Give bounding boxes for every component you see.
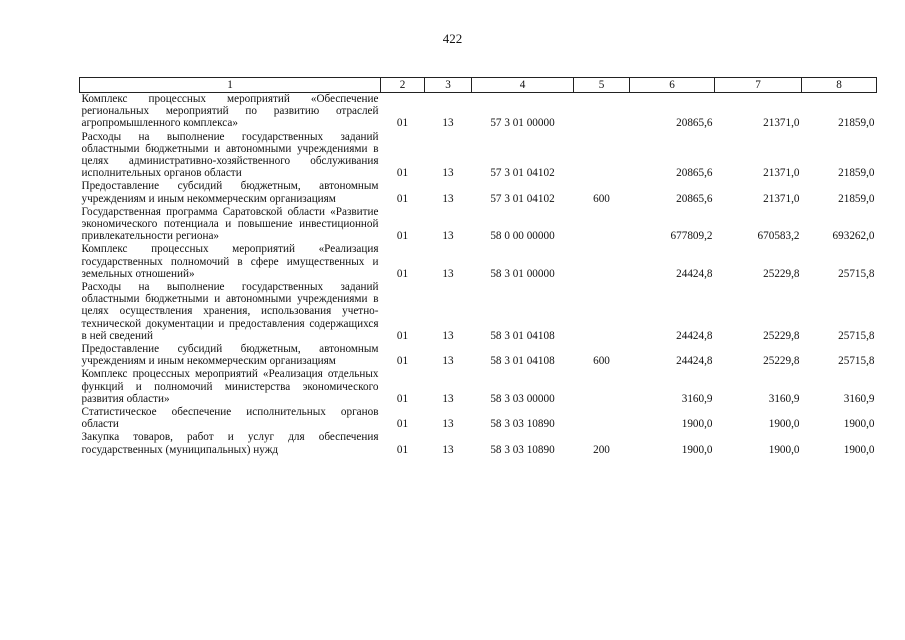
amount-year-2: 25229,8 (763, 267, 800, 280)
expense-type-code (574, 406, 630, 431)
section-code: 01 (396, 117, 409, 130)
header-cell: 6 (630, 78, 715, 93)
amount-year-1: 24424,8 (676, 329, 713, 342)
amount-year-3: 3160,9 (843, 392, 875, 405)
amount-year-3: 25715,8 (838, 355, 875, 368)
header-cell: 1 (80, 78, 381, 93)
item-name: Комплекс процессных мероприятий «Реализация отдельных функций и полномочий министерства экономического развития области» (81, 368, 379, 405)
expense-type-code (574, 131, 630, 181)
header-cell: 8 (802, 78, 877, 93)
section-code: 01 (396, 392, 409, 405)
amount-year-3: 25715,8 (838, 267, 875, 280)
target-article-code: 58 3 01 04108 (490, 329, 555, 342)
section-code: 01 (396, 267, 409, 280)
table-row (80, 368, 877, 406)
amount-year-1: 20865,6 (676, 117, 713, 130)
section-code: 01 (396, 443, 409, 456)
amount-year-2: 670583,2 (757, 230, 800, 243)
subsection-code: 13 (442, 117, 454, 130)
expense-type-code: 600 (593, 192, 610, 205)
subsection-code: 13 (442, 192, 454, 205)
subsection-code: 13 (442, 418, 454, 431)
subsection-code: 13 (442, 230, 454, 243)
header-cell: 2 (381, 78, 425, 93)
item-name: Комплекс процессных мероприятий «Обеспечение региональных мероприятий по развитию отраслей агропромышленного комплекса» (81, 93, 379, 130)
target-article-code: 58 0 00 00000 (490, 230, 555, 243)
target-article-code: 58 3 03 00000 (490, 392, 555, 405)
subsection-code: 13 (442, 355, 454, 368)
table-row (80, 406, 877, 431)
item-name: Государственная программа Саратовской области «Развитие экономического потенциала и повышение инвестиционной привлекательности региона» (81, 205, 379, 243)
expense-type-code (574, 93, 630, 131)
item-name: Расходы на выполнение государственных заданий областными бюджетными и автономными учреждениями в целях осуществления хранения, использования учетно-технической документации и предоставления содержащихся в ней сведений (81, 281, 379, 342)
amount-year-3: 693262,0 (832, 230, 875, 243)
target-article-code: 57 3 01 04102 (490, 192, 555, 205)
section-code: 01 (396, 418, 409, 431)
expense-type-code: 200 (593, 443, 610, 456)
amount-year-1: 20865,6 (676, 167, 713, 180)
page-number: 422 (442, 31, 463, 46)
amount-year-2: 21371,0 (763, 192, 800, 205)
expense-type-code (574, 206, 630, 244)
target-article-code: 57 3 01 04102 (490, 167, 555, 180)
expense-type-code (574, 243, 630, 281)
amount-year-3: 1900,0 (843, 418, 875, 431)
table-row (80, 431, 877, 456)
subsection-code: 13 (442, 329, 454, 342)
item-name: Статистическое обеспечение исполнительных органов области (81, 406, 379, 431)
amount-year-1: 20865,6 (676, 192, 713, 205)
section-code: 01 (396, 167, 409, 180)
header-row (80, 78, 877, 93)
amount-year-1: 24424,8 (676, 355, 713, 368)
table-row (80, 243, 877, 281)
amount-year-2: 21371,0 (763, 167, 800, 180)
amount-year-2: 25229,8 (763, 329, 800, 342)
amount-year-3: 25715,8 (838, 329, 875, 342)
expense-type-code: 600 (593, 355, 610, 368)
amount-year-1: 3160,9 (681, 392, 713, 405)
amount-year-1: 24424,8 (676, 267, 713, 280)
header-cell: 4 (472, 78, 574, 93)
amount-year-3: 1900,0 (843, 443, 875, 456)
amount-year-2: 21371,0 (763, 117, 800, 130)
target-article-code: 58 3 03 10890 (490, 443, 555, 456)
target-article-code: 57 3 01 00000 (490, 117, 555, 130)
item-name: Закупка товаров, работ и услуг для обеспечения государственных (муниципальных) нужд (81, 431, 379, 456)
expense-type-code (574, 281, 630, 343)
item-name: Расходы на выполнение государственных заданий областными бюджетными и автономными учреждениями в целях административно-хозяйственного обслуживания исполнительных органов области (81, 130, 379, 180)
table-row (80, 206, 877, 244)
table-row (80, 93, 877, 131)
target-article-code: 58 3 03 10890 (490, 418, 555, 431)
section-code: 01 (396, 355, 409, 368)
amount-year-2: 1900,0 (768, 443, 800, 456)
amount-year-2: 3160,9 (768, 392, 800, 405)
header-cell: 3 (425, 78, 472, 93)
subsection-code: 13 (442, 167, 454, 180)
amount-year-1: 1900,0 (681, 418, 713, 431)
item-name: Предоставление субсидий бюджетным, автономным учреждениям и иным некоммерческим организациям (81, 180, 379, 205)
item-name: Комплекс процессных мероприятий «Реализация государственных полномочий в сфере имущественных и земельных отношений» (81, 243, 379, 280)
target-article-code: 58 3 01 04108 (490, 355, 555, 368)
table-row (80, 180, 877, 205)
header-cell: 5 (574, 78, 630, 93)
subsection-code: 13 (442, 267, 454, 280)
amount-year-3: 21859,0 (838, 117, 875, 130)
amount-year-2: 1900,0 (768, 418, 800, 431)
amount-year-1: 1900,0 (681, 443, 713, 456)
section-code: 01 (396, 230, 409, 243)
table-row (80, 131, 877, 181)
subsection-code: 13 (442, 392, 454, 405)
amount-year-1: 677809,2 (670, 230, 713, 243)
expense-type-code (574, 368, 630, 406)
section-code: 01 (396, 192, 409, 205)
subsection-code: 13 (442, 443, 454, 456)
budget-table (79, 77, 877, 457)
section-code: 01 (396, 329, 409, 342)
amount-year-3: 21859,0 (838, 167, 875, 180)
header-cell: 7 (715, 78, 802, 93)
table-row (80, 281, 877, 343)
amount-year-3: 21859,0 (838, 192, 875, 205)
target-article-code: 58 3 01 00000 (490, 267, 555, 280)
amount-year-2: 25229,8 (763, 355, 800, 368)
item-name: Предоставление субсидий бюджетным, автономным учреждениям и иным некоммерческим организациям (81, 343, 379, 368)
table-row (80, 343, 877, 368)
